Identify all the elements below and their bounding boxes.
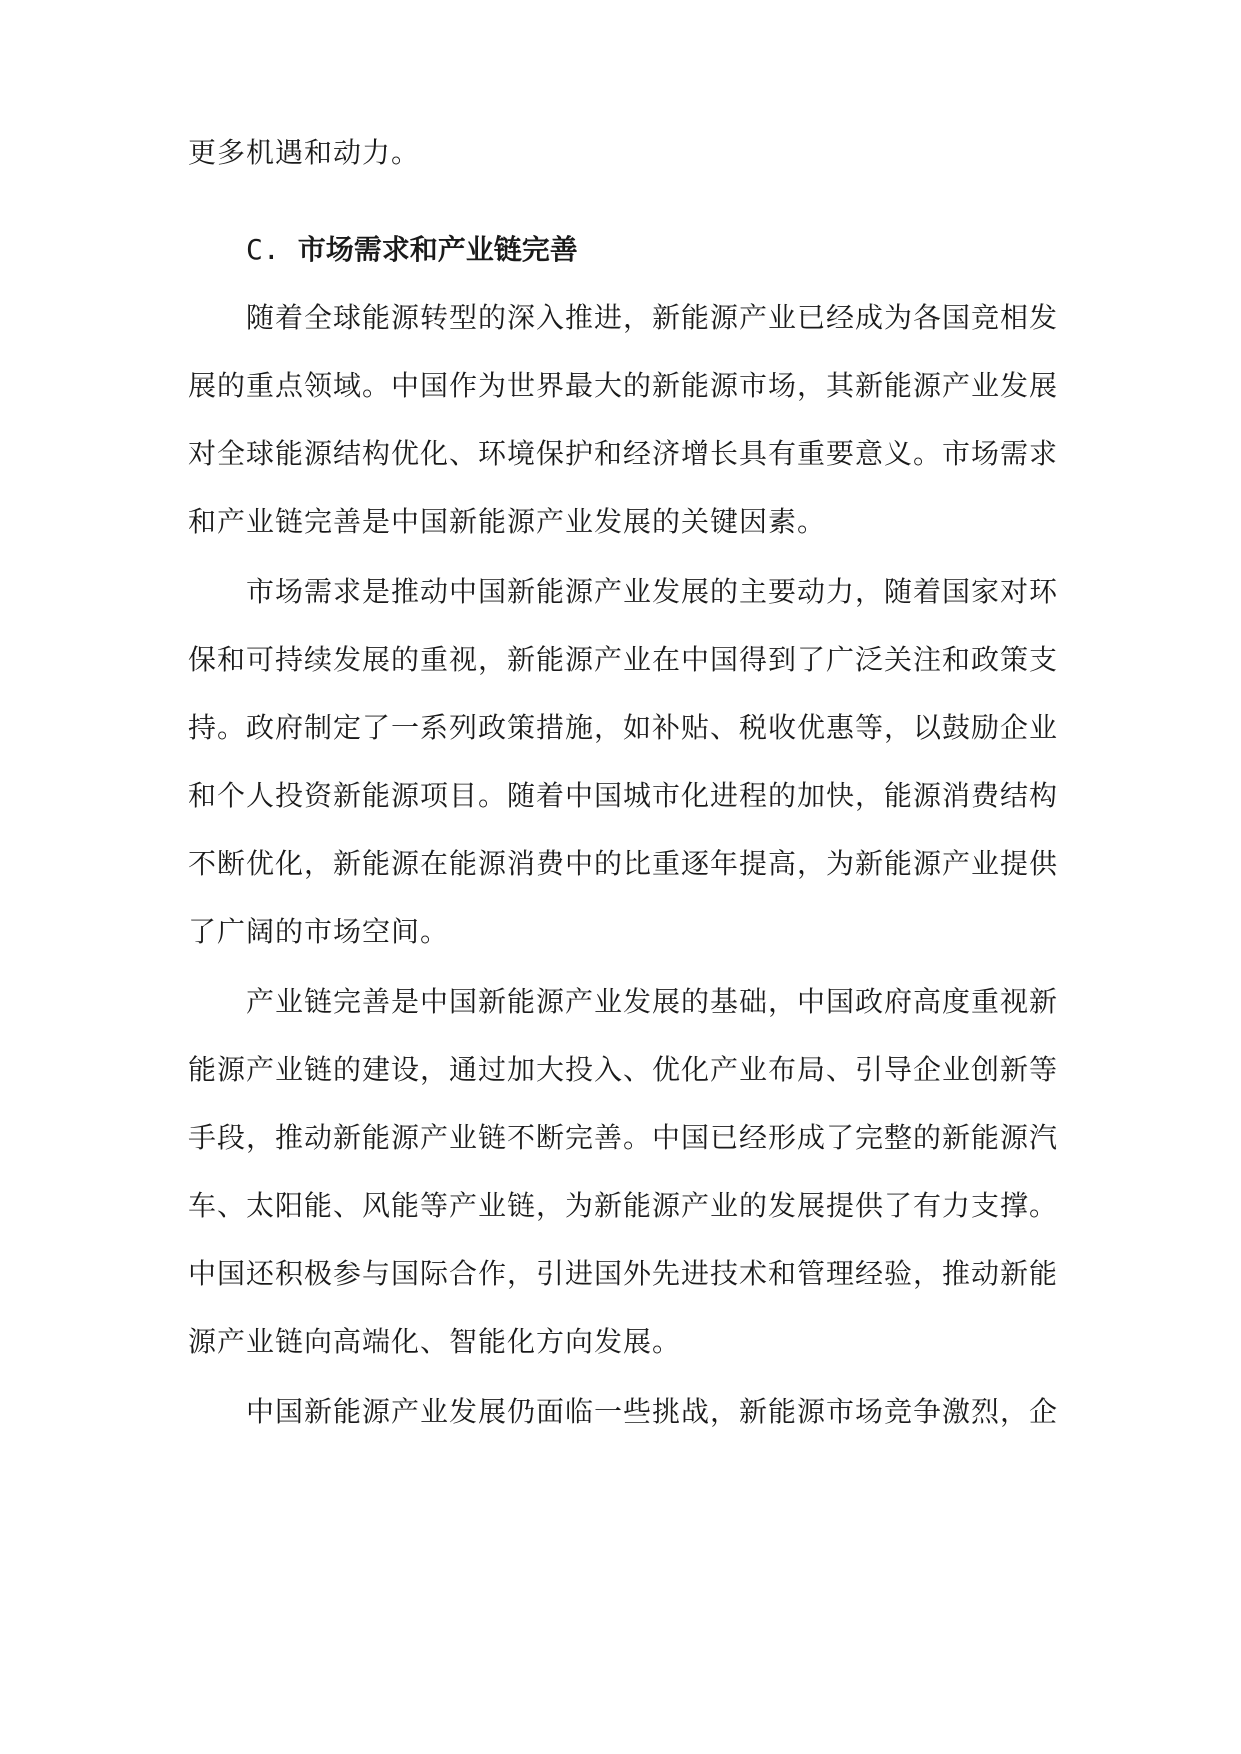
paragraph-line: 车、太阳能、风能等产业链，为新能源产业的发展提供了有力支撑。 (188, 1189, 1059, 1222)
paragraph-line: 展的重点领域。中国作为世界最大的新能源市场，其新能源产业发展 (188, 369, 1059, 402)
section-heading (246, 230, 578, 270)
paragraph-line: 产业链完善是中国新能源产业发展的基础，中国政府高度重视新 (246, 985, 1059, 1018)
section-marker: C. (246, 233, 280, 266)
paragraph-line: 能源产业链的建设，通过加大投入、优化产业布局、引导企业创新等 (188, 1053, 1059, 1086)
paragraph-line: 持。政府制定了一系列政策措施，如补贴、税收优惠等，以鼓励企业 (188, 711, 1059, 744)
paragraph-line: 源产业链向高端化、智能化方向发展。 (188, 1325, 682, 1358)
section-title: 市场需求和产业链完善 (297, 233, 578, 266)
continuation-line: 更多机遇和动力。 (188, 136, 421, 169)
paragraph-line: 不断优化，新能源在能源消费中的比重逐年提高，为新能源产业提供 (188, 847, 1059, 880)
paragraph-line: 对全球能源结构优化、环境保护和经济增长具有重要意义。市场需求 (188, 437, 1059, 470)
paragraph-line: 随着全球能源转型的深入推进，新能源产业已经成为各国竞相发 (246, 301, 1059, 334)
paragraph-line: 保和可持续发展的重视，新能源产业在中国得到了广泛关注和政策支 (188, 643, 1059, 676)
paragraph-line: 了广阔的市场空间。 (188, 915, 450, 948)
paragraph-line: 和产业链完善是中国新能源产业发展的关键因素。 (188, 505, 827, 538)
paragraph-line: 和个人投资新能源项目。随着中国城市化进程的加快，能源消费结构 (188, 779, 1059, 812)
paragraph-line: 中国新能源产业发展仍面临一些挑战，新能源市场竞争激烈，企 (246, 1395, 1059, 1428)
paragraph-line: 中国还积极参与国际合作，引进国外先进技术和管理经验，推动新能 (188, 1257, 1059, 1290)
paragraph-line: 市场需求是推动中国新能源产业发展的主要动力，随着国家对环 (246, 575, 1059, 608)
paragraph-line: 手段，推动新能源产业链不断完善。中国已经形成了完整的新能源汽 (188, 1121, 1059, 1154)
